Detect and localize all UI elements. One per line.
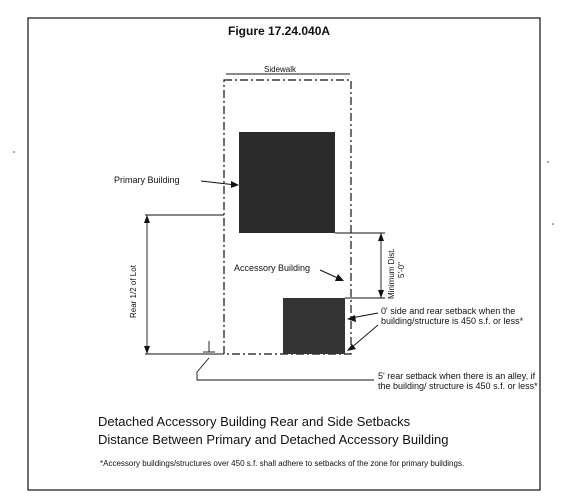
- accessory-building: [283, 298, 345, 354]
- caption-line-2: Distance Between Primary and Detached Accessory Building: [98, 432, 449, 447]
- rear-half-dimension: [144, 215, 224, 354]
- zero-setback-arrows: [347, 313, 378, 351]
- accessory-building-label: Accessory Building: [234, 263, 311, 273]
- rear-half-label: Rear 1/2 of Lot: [129, 265, 138, 318]
- accessory-leader-arrow: [320, 270, 344, 281]
- footnote: *Accessory buildings/structures over 450 s.f. shall adhere to setbacks of the zone for primary buildings.: [100, 459, 465, 468]
- figure-title: Figure 17.24.040A: [228, 24, 331, 38]
- minimum-distance-value: 5'-0": [397, 262, 406, 278]
- zero-setback-note: 0' side and rear setback when the building/structure is 450 s.f. or less*: [381, 306, 524, 326]
- sidewalk-label: Sidewalk: [264, 65, 297, 74]
- caption-line-1: Detached Accessory Building Rear and Side Setbacks: [98, 414, 411, 429]
- primary-building-label: Primary Building: [114, 175, 180, 185]
- alley-setback-note: 5' rear setback when there is an alley, if the building/ structure is 450 s.f. or less*: [378, 371, 538, 391]
- minimum-distance-label: Minimum Dist.: [387, 248, 396, 299]
- minimum-distance-dimension: [335, 233, 385, 298]
- primary-building: [239, 132, 335, 233]
- primary-leader-arrow: [201, 181, 239, 188]
